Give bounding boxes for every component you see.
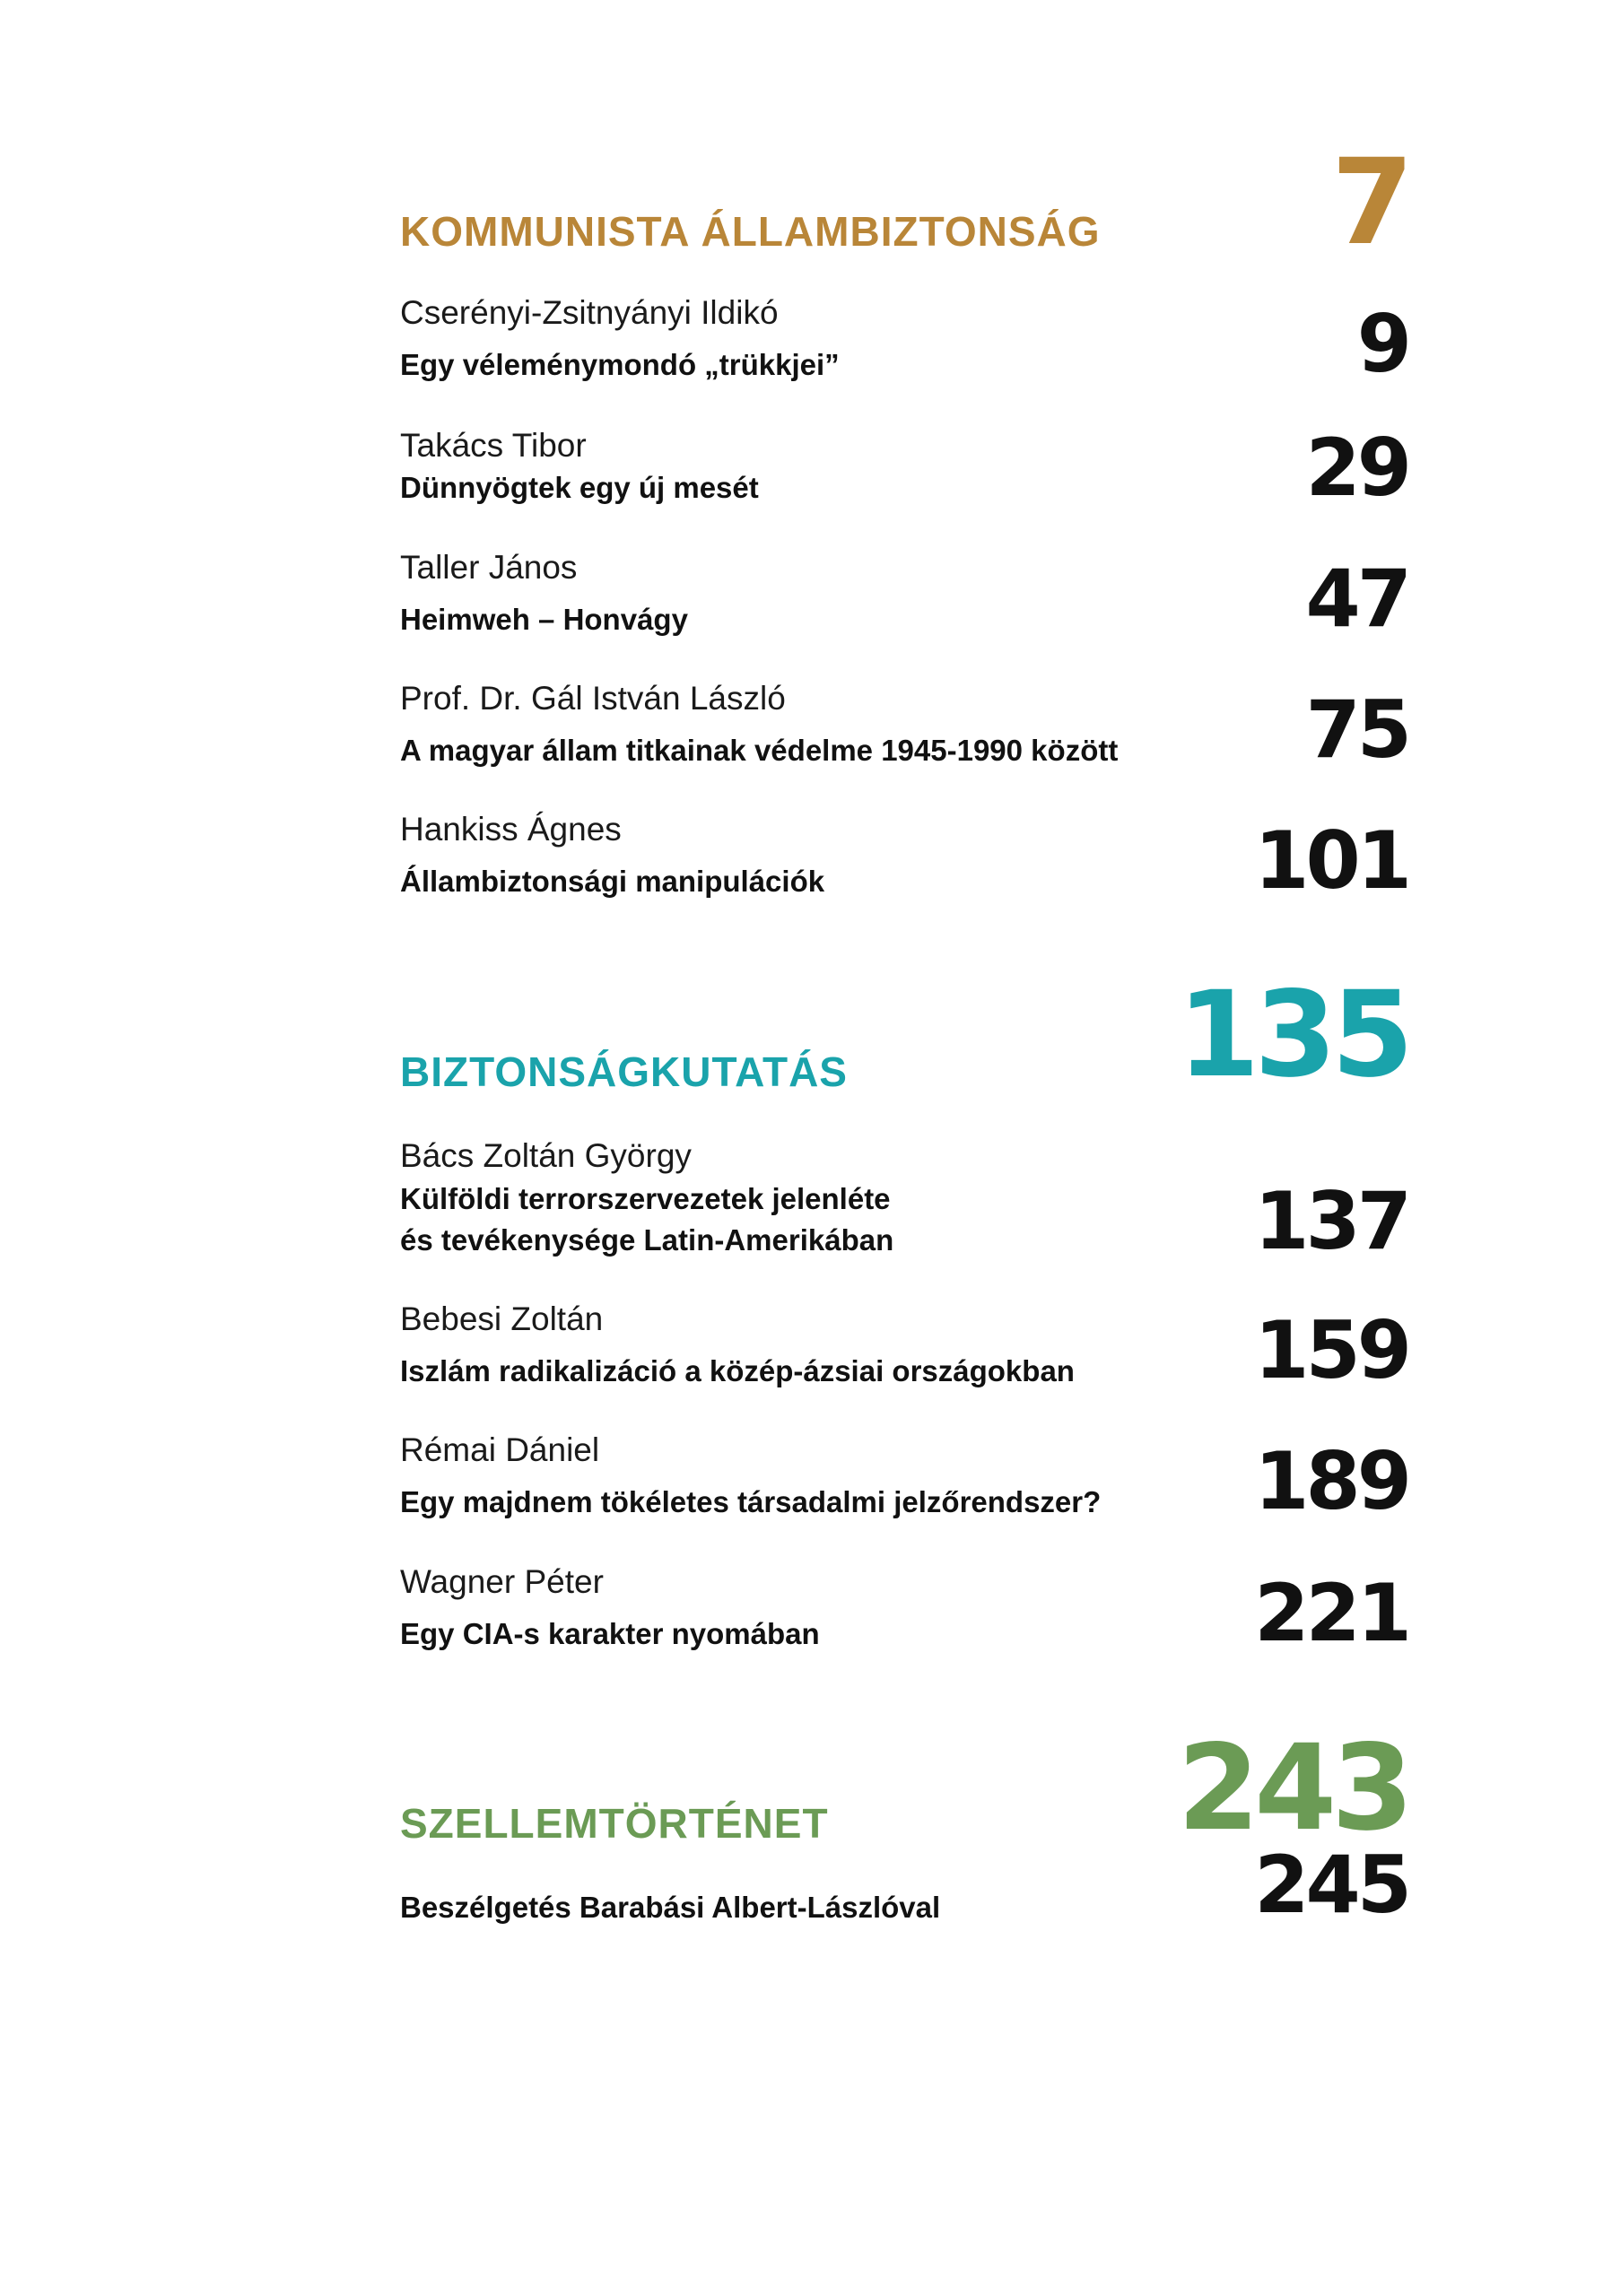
toc-title-line[interactable]: és tevékenysége Latin-Amerikában <box>400 1223 894 1257</box>
toc-title[interactable]: Egy véleménymondó „trükkjei” <box>400 348 840 381</box>
toc-page-number[interactable]: 9 <box>1356 298 1408 390</box>
toc-author: Takács Tibor <box>400 427 587 464</box>
toc-page-number[interactable]: 47 <box>1305 552 1408 645</box>
section-page-kommunista[interactable]: 7 <box>1331 134 1408 272</box>
toc-page-number[interactable]: 29 <box>1305 422 1408 514</box>
toc-title[interactable]: Dünnyögtek egy új mesét <box>400 471 759 504</box>
toc-author: Bács Zoltán György <box>400 1137 692 1174</box>
toc-title[interactable]: Iszlám radikalizáció a közép-ázsiai országokban <box>400 1354 1075 1387</box>
toc-page-number[interactable]: 189 <box>1254 1435 1408 1527</box>
section-page-biztonsagkutatas[interactable]: 135 <box>1177 966 1408 1104</box>
toc-page-number[interactable]: 159 <box>1254 1304 1408 1396</box>
toc-page-number[interactable]: 221 <box>1254 1567 1408 1659</box>
toc-author: Bebesi Zoltán <box>400 1300 604 1337</box>
toc-author: Rémai Dániel <box>400 1431 600 1468</box>
toc-page-number[interactable]: 245 <box>1254 1839 1408 1931</box>
toc-author: Wagner Péter <box>400 1563 604 1600</box>
toc-author: Hankiss Ágnes <box>400 811 622 848</box>
section-title-kommunista: KOMMUNISTA ÁLLAMBIZTONSÁG <box>400 208 1101 255</box>
toc-title[interactable]: Heimweh – Honvágy <box>400 603 688 636</box>
toc-title[interactable]: Egy majdnem tökéletes társadalmi jelzőrendszer? <box>400 1485 1102 1518</box>
toc-page-number[interactable]: 137 <box>1254 1175 1408 1267</box>
toc-page-number[interactable]: 101 <box>1254 814 1408 907</box>
section-page-szellemtortenet[interactable]: 243 <box>1177 1719 1408 1857</box>
section-title-biztonsagkutatas: BIZTONSÁGKUTATÁS <box>400 1048 848 1095</box>
toc-title-line[interactable]: Külföldi terrorszervezetek jelenléte <box>400 1182 891 1215</box>
toc-title[interactable]: A magyar állam titkainak védelme 1945-1990 között <box>400 734 1119 767</box>
toc-author: Prof. Dr. Gál István László <box>400 680 786 717</box>
toc-title[interactable]: Állambiztonsági manipulációk <box>400 865 825 898</box>
toc-title[interactable]: Beszélgetés Barabási Albert-Lászlóval <box>400 1891 941 1924</box>
toc-title[interactable]: Egy CIA-s karakter nyomában <box>400 1617 820 1650</box>
toc-page-number[interactable]: 75 <box>1305 683 1408 776</box>
section-title-szellemtortenet: SZELLEMTÖRTÉNET <box>400 1800 829 1847</box>
toc-author: Taller János <box>400 549 578 586</box>
toc-author: Cserényi-Zsitnyányi Ildikó <box>400 294 779 331</box>
